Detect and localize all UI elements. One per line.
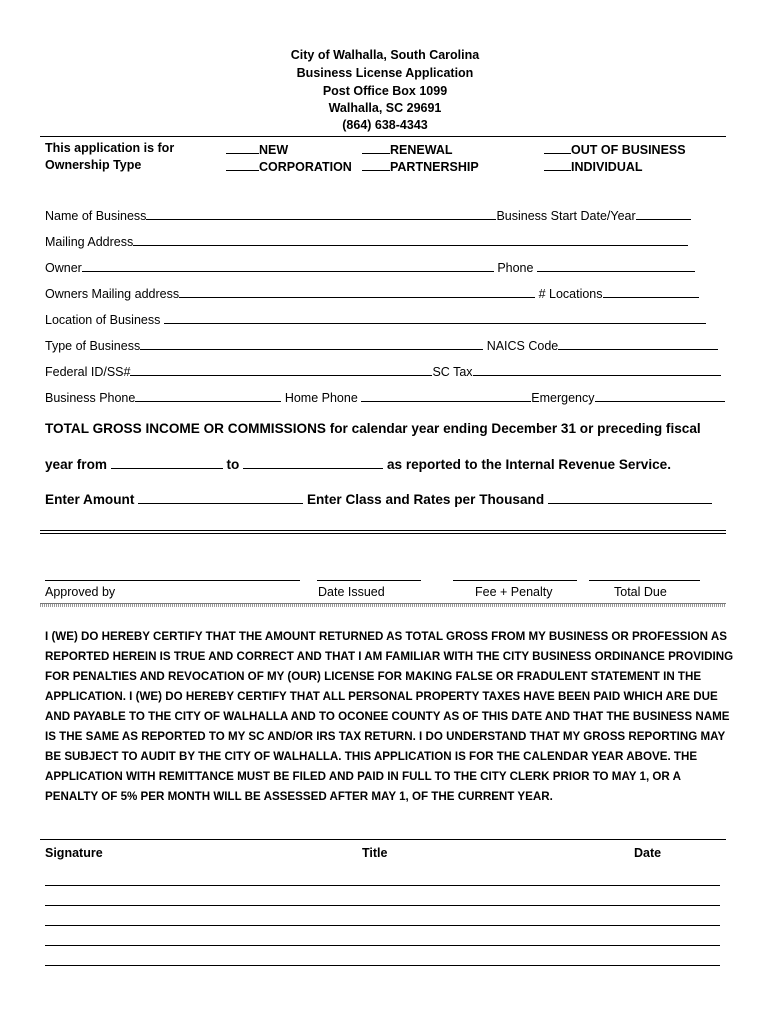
out-of-business-option[interactable]: OUT OF BUSINESS [544, 141, 686, 157]
approved-by-line[interactable] [45, 580, 300, 581]
total-due-line[interactable] [589, 580, 700, 581]
location-of-business-field[interactable]: Location of Business [45, 311, 706, 327]
date-issued-label: Date Issued [318, 585, 385, 599]
signature-line[interactable] [45, 965, 720, 966]
federal-id-field[interactable]: Federal ID/SS# SC Tax [45, 363, 721, 379]
owners-mailing-address-field[interactable]: Owners Mailing address # Locations [45, 285, 699, 301]
signature-line[interactable] [45, 925, 720, 926]
signature-top-rule [40, 839, 726, 840]
signature-line[interactable] [45, 885, 720, 886]
fee-penalty-label: Fee + Penalty [475, 585, 553, 599]
form-title: Business License Application [296, 66, 474, 80]
new-option[interactable]: NEW [226, 141, 288, 157]
fee-penalty-line[interactable] [453, 580, 577, 581]
mailing-address-field[interactable]: Mailing Address [45, 233, 688, 249]
corporation-option[interactable]: CORPORATION [226, 158, 352, 174]
renewal-option[interactable]: RENEWAL [362, 141, 453, 157]
type-of-business-field[interactable]: Type of Business NAICS Code [45, 337, 718, 353]
partnership-option[interactable]: PARTNERSHIP [362, 158, 479, 174]
total-due-label: Total Due [614, 585, 667, 599]
phone-number: (864) 638-4343 [342, 118, 428, 132]
fiscal-year-field[interactable]: year from to as reported to the Internal Revenue Service. [45, 457, 671, 472]
city-zip: Walhalla, SC 29691 [328, 101, 442, 115]
date-issued-line[interactable] [317, 580, 421, 581]
city-name: City of Walhalla, South Carolina [290, 48, 480, 62]
header-divider [40, 136, 726, 137]
approved-by-label: Approved by [45, 585, 116, 599]
name-of-business-field[interactable]: Name of Business Business Start Date/Year [45, 207, 691, 223]
title-label: Title [362, 846, 388, 860]
signature-line[interactable] [45, 945, 720, 946]
date-label: Date [634, 846, 662, 860]
amount-class-field[interactable]: Enter Amount Enter Class and Rates per Thousand [45, 491, 712, 507]
certification-statement: I (WE) DO HEREBY CERTIFY THAT THE AMOUNT RETURNED AS TOTAL GROSS FROM MY BUSINESS OR PROFESSION AS REPORTED HEREIN IS TRUE AND CORRECT AND THAT I AM FAMILIAR WITH THE CITY BUSINESS ORDINANCE PROVIDING FOR PENALTIES AND REVOCATION OF MY (OUR) LICENSE FOR MAKING FALSE OR FRADULENT STATEMENT IN THE APPLICATION. I (WE) DO HEREBY CERTIFY THAT ALL PERSONAL PROPERTY TAXES HAVE BEEN PAID WHICH ARE DUE AND PAYABLE TO THE CITY OF WALHALLA AND TO OCONEE COUNTY AS OF THIS DATE AND THAT THE BUSINESS NAME IS THE SAME AS REPORTED TO MY SC AND/OR IRS TAX RETURN. I DO UNDERSTAND THAT MY GROSS REPORTING MAY BE SUBJECT TO AUDIT BY THE CITY OF WALHALLA. THIS APPLICATION IS FOR THE CALENDAR YEAR ABOVE. THE APPLICATION WITH REMITTANCE MUST BE FILED AND PAID IN FULL TO THE CITY CLERK PRIOR TO MAY 1, OR A PENALTY OF 5% PER MONTH WILL BE ASSESSED AFTER MAY 1, OF THE CURRENT YEAR. [45, 630, 734, 803]
signature-line[interactable] [45, 905, 720, 906]
ownership-type-label: Ownership Type [45, 158, 142, 172]
individual-option[interactable]: INDIVIDUAL [544, 158, 643, 174]
business-phone-field[interactable]: Business Phone Home Phone Emergency [45, 389, 725, 405]
po-box: Post Office Box 1099 [322, 84, 448, 98]
gross-income-statement: TOTAL GROSS INCOME OR COMMISSIONS for calendar year ending December 31 or preceding fiscal [45, 421, 701, 436]
approval-divider [40, 603, 726, 607]
signature-label: Signature [45, 846, 103, 860]
income-divider [40, 530, 726, 534]
application-for-label: This application is for [45, 141, 175, 155]
owner-field[interactable]: Owner Phone [45, 259, 695, 275]
